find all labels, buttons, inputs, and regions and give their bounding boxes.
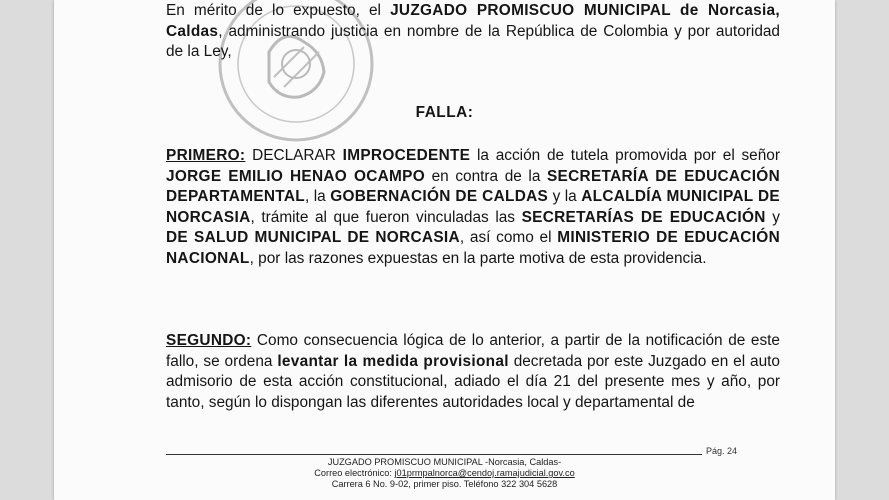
footer-court-name: JUZGADO PROMISCUO MUNICIPAL -Norcasia, Caldas- — [327, 457, 562, 467]
footer-divider — [166, 454, 702, 455]
footer-email-link[interactable]: j01prmpalnorca@cendoj.ramajudicial.gov.co — [394, 468, 575, 478]
paragraph-segundo: SEGUNDO: Como consecuencia lógica de lo anterior, a partir de la notificación de este fallo, se ordena levantar la medida provisional decretada por este Juzgado en el auto admisorio de esta acción constitucional, adiado el día 21 del presente mes y año, por tanto, según lo dispongan las diferentes autoridades local y departamental de — [166, 332, 780, 411]
document-page — [54, 0, 835, 500]
closing-paragraph: En mérito de lo expuesto, el JUZGADO PROMISCUO MUNICIPAL de Norcasia, Caldas, administrando justicia en nombre de la República de Colombia y por autoridad de la Ley, — [166, 2, 780, 61]
footer-address: Carrera 6 No. 9-02, primer piso. Teléfono 322 304 5628 — [331, 479, 558, 489]
page-number: Pág. 24 — [706, 446, 738, 456]
section-heading-falla: FALLA: — [415, 104, 474, 121]
footer-email — [54, 468, 835, 478]
paragraph-primero: PRIMERO: DECLARAR IMPROCEDENTE la acción de tutela promovida por el señor JORGE EMILIO HENAO OCAMPO en contra de la SECRETARÍA DE EDUCACIÓN DEPARTAMENTAL, la GOBERNACIÓN DE CALDAS y la ALCALDÍA MUNICIPAL DE NORCASIA, trámite al que fueron vinculadas las SECRETARÍAS DE EDUCACIÓN y DE SALUD MUNICIPAL DE NORCASIA, así como el MINISTERIO DE EDUCACIÓN NACIONAL, por las razones expuestas en la parte motiva de esta providencia. — [166, 147, 780, 267]
footer-email-prefix: Correo electrónico: — [314, 468, 395, 478]
